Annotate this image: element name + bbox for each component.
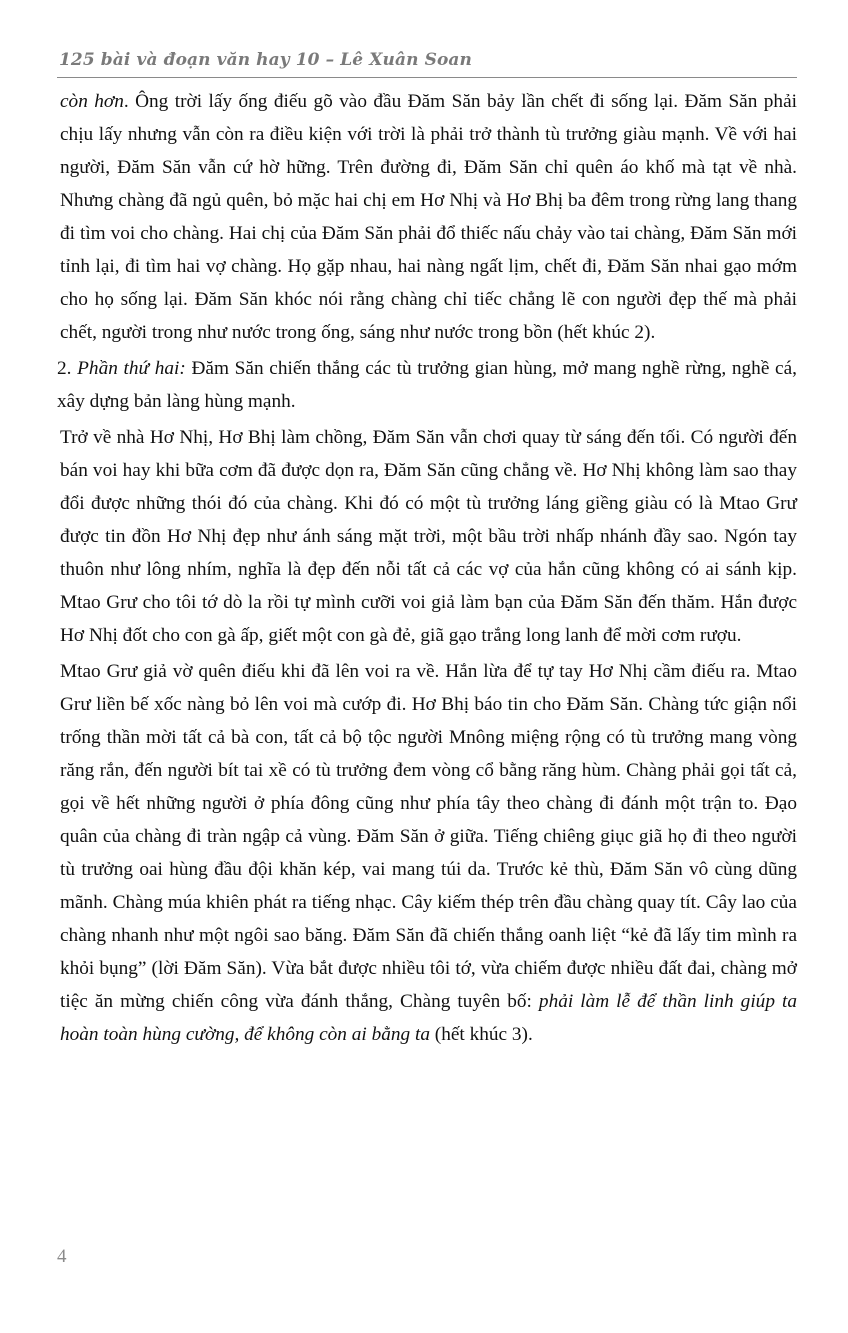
text: (hết khúc 3). (429, 1024, 533, 1045)
text: Đăm Săn chiến thắng các tù trưởng gian hùng, mở mang nghề rừng, nghề cá, xây dựng bản làng hùng mạnh. (57, 358, 797, 412)
paragraph (60, 421, 797, 652)
section-number: 2. (57, 358, 78, 379)
section-title: Phần thứ hai: (77, 358, 186, 379)
paragraph (60, 655, 797, 1051)
text: Mtao Grư giả vờ quên điếu khi đã lên voi ra về. Hắn lừa để tự tay Hơ Nhị cầm điếu ra. Mtao Grư liền bế xốc nàng bỏ lên voi mà cướp đi. Hơ Bhị báo tin cho Đăm Săn. Chàng tức giận nổi trống thần mời tất cả bà con, tất cả bộ tộc người Mnông miệng rộng có tù trưởng mang vòng răng rắn, đến người bít tai xề có tù trưởng đem vòng cổ bằng răng hùm. Chàng phải gọi tất cả, gọi về hết những người ở phía đông cũng như phía tây theo chàng đi đánh một trận to. Đạo quân của chàng đi tràn ngập cả vùng. Đăm Săn ở giữa. Tiếng chiêng giục giã họ đi theo người tù trưởng oai hùng đầu đội khăn kép, vai mang túi da. Trước kẻ thù, Đăm Săn vô cùng dũng mãnh. Chàng múa khiên phát ra tiếng nhạc. Cây kiếm thép trên đầu chàng quay tít. Cây lao của chàng nhanh như một ngôi sao băng. Đăm Săn đã chiến thắng oanh liệt “kẻ đã lấy tim mình ra khỏi bụng” (lời Đăm Săn). Vừa bắt được nhiều tôi tớ, vừa chiếm được nhiều đất đai, chàng mở tiệc ăn mừng chiến công vừa đánh thắng, Chàng tuyên bố: (60, 661, 797, 1012)
page-number: 4 (57, 1246, 67, 1267)
paragraph-section-heading (57, 352, 797, 418)
text-italic-quote: phải làm lễ để thần linh giúp ta hoàn toàn hùng cường, để không còn ai bằng ta (60, 991, 797, 1045)
header-divider (57, 77, 797, 78)
text-italic: còn hơn (60, 91, 124, 112)
running-header: 125 bài và đoạn văn hay 10 – Lê Xuân Soan (59, 50, 472, 70)
body-text (57, 85, 797, 1054)
paragraph (60, 85, 797, 349)
text: Trở về nhà Hơ Nhị, Hơ Bhị làm chồng, Đăm Săn vẫn chơi quay từ sáng đến tối. Có người đến bán voi hay khi bữa cơm đã được dọn ra, Đăm Săn cũng chẳng về. Hơ Nhị không làm sao thay đổi được những thói đó của chàng. Khi đó có một tù trưởng láng giềng giàu có là Mtao Grư được tin đồn Hơ Nhị đẹp như ánh sáng mặt trời, một bầu trời nhấp nhánh đầy sao. Ngón tay thuôn như lông nhím, nghĩa là đẹp đến nỗi tất cả các vợ của hắn cũng không có ai sánh kịp. Mtao Grư cho tôi tớ dò la rồi tự mình cưỡi voi giả làm bạn của Đăm Săn đến thăm. Hắn được Hơ Nhị đốt cho con gà ấp, giết một con gà đẻ, giã gạo trắng long lanh để mời cơm rượu. (60, 427, 797, 646)
text: . Ông trời lấy ống điếu gõ vào đầu Đăm Săn bảy lần chết đi sống lại. Đăm Săn phải chịu lấy nhưng vẫn còn ra điều kiện với trời là phải trở thành tù trưởng giàu mạnh. Về với hai người, Đăm Săn vẫn cứ hờ hững. Trên đường đi, Đăm Săn chỉ quên áo khố mà tạt về nhà. Nhưng chàng đã ngủ quên, bỏ mặc hai chị em Hơ Nhị và Hơ Bhị ba đêm trong rừng lang thang đi tìm voi cho chàng. Hai chị của Đăm Săn phải đổ thiếc nấu chảy vào tai chàng, Đăm Săn mới tỉnh lại, đi tìm hai vợ chàng. Họ gặp nhau, hai nàng ngất lịm, chết đi, Đăm Săn nhai gạo mớm cho họ sống lại. Đăm Săn khóc nói rằng chàng chỉ tiếc chẳng lẽ con người đẹp thế mà phải chết, người trong như nước trong ống, sáng như nước trong bồn (hết khúc 2). (60, 91, 797, 343)
